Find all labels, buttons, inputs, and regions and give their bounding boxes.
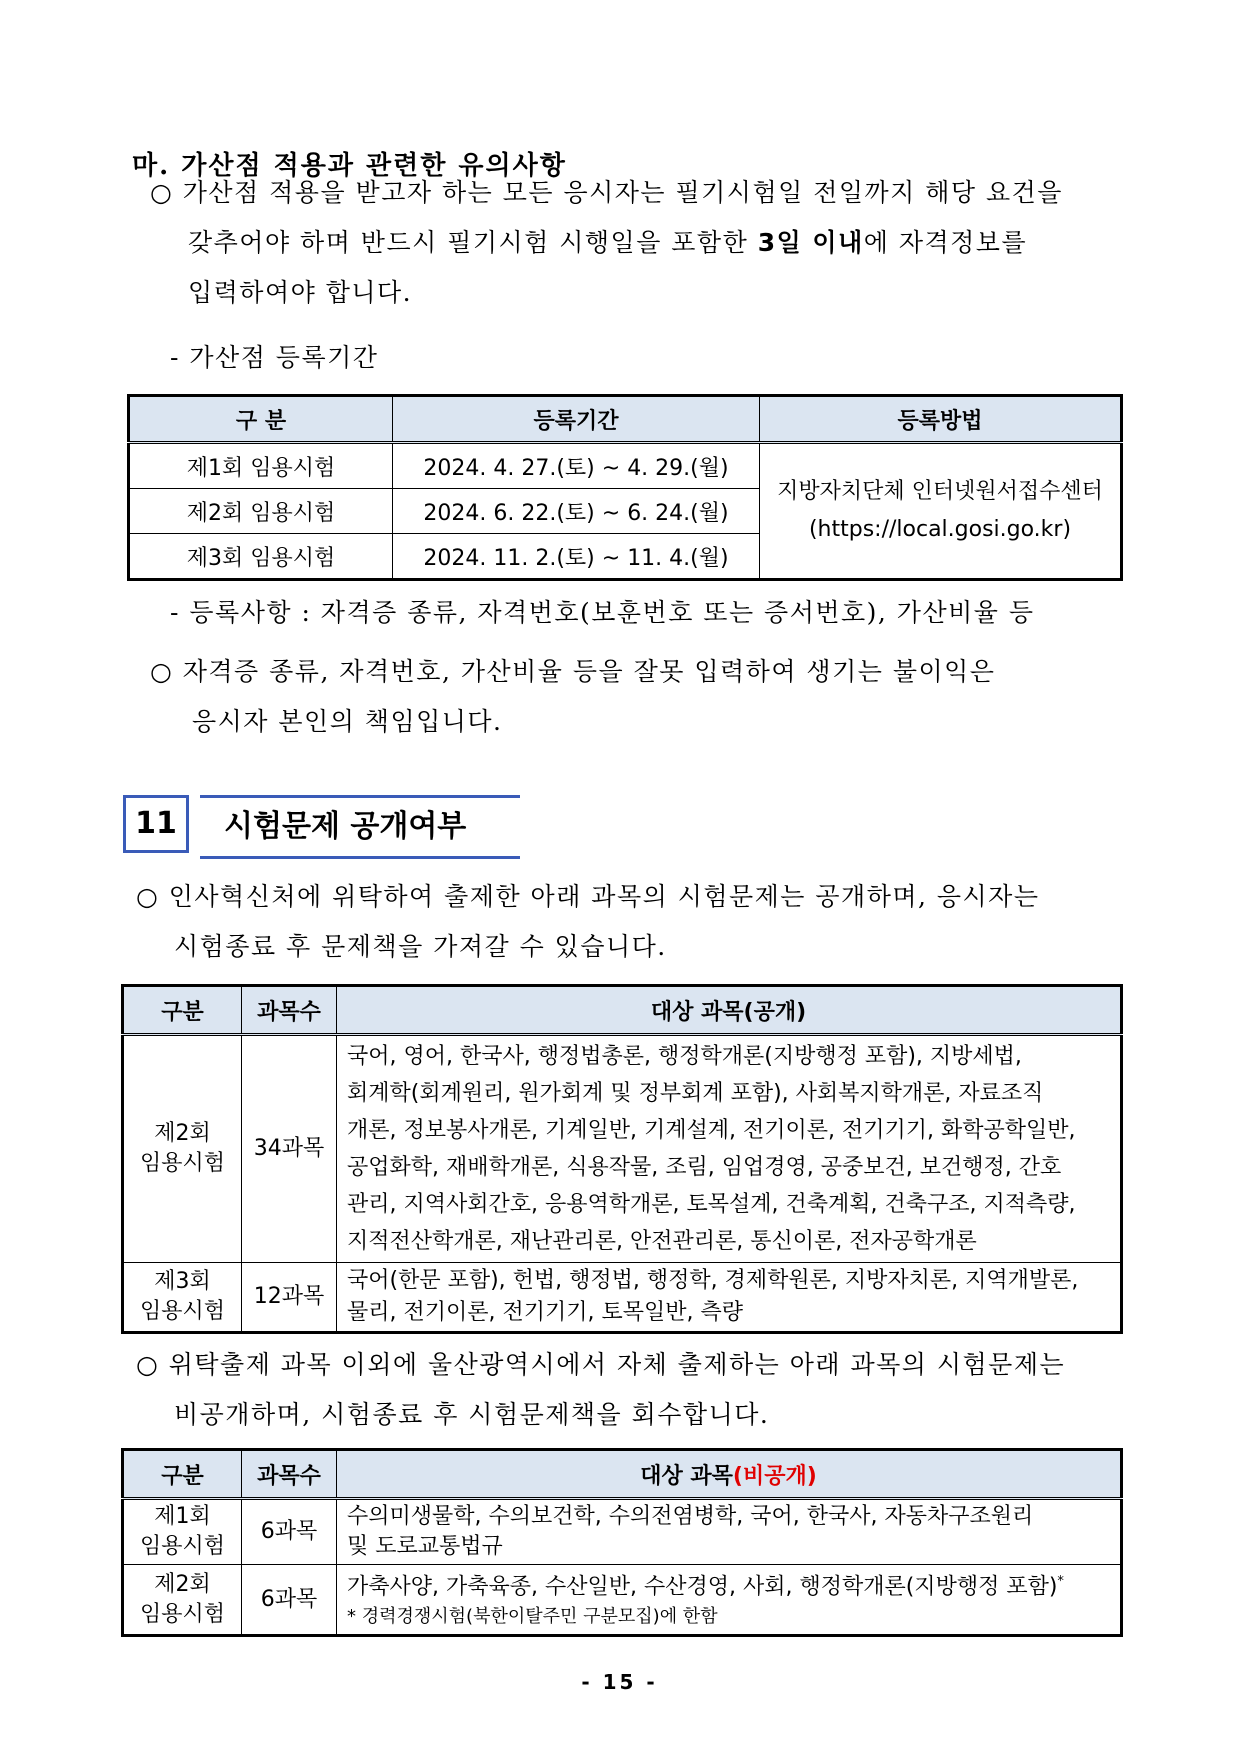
count-cell: 34과목 bbox=[242, 1035, 337, 1263]
column-header: 구분 bbox=[123, 986, 242, 1035]
paragraph-responsibility bbox=[150, 647, 1130, 747]
exam-cell: 제3회 임용시험 bbox=[123, 1263, 242, 1333]
paragraph-bonus-requirement bbox=[150, 168, 1130, 318]
column-header: 구분 bbox=[123, 1450, 242, 1499]
subjects-cell: 국어, 영어, 한국사, 행정법총론, 행정학개론(지방행정 포함), 지방세법, 회계학(회계원리, 원가회계 및 정부회계 포함), 사회복지학개론, 자료조직 개론, 정보봉사개론, 기계일반, 기계설계, 전기이론, 전기기기, 화학공학일반, 공업화학, 재배학개론, 식용작물, 조림, 임업경영, 공중보건, 보건행정, 간호 관리, 지역사회간호, 응용역학개론, 토목설계, 건축계획, 건축구조, 지적측량, 지적전산학개론, 재난관리론, 안전관리론, 통신이론, 전자공학개론 bbox=[337, 1035, 1122, 1263]
period-cell: 2024. 11. 2.(토) ~ 11. 4.(월) bbox=[393, 534, 760, 580]
registration-table bbox=[127, 394, 1123, 581]
table-row bbox=[123, 1565, 1122, 1636]
subjects-cell: 가축사양, 가축육종, 수산일반, 수산경영, 사회, 행정학개론(지방행정 포함)* * 경력경쟁시험(북한이탈주민 구분모집)에 한함 bbox=[337, 1565, 1122, 1636]
table-row bbox=[129, 443, 1122, 489]
text-line: ○ 위탁출제 과목 이외에 울산광역시에서 자체 출제하는 아래 과목의 시험문제는 bbox=[136, 1350, 1066, 1379]
text-line: 시험종료 후 문제책을 가져갈 수 있습니다. bbox=[174, 932, 667, 961]
footnote: * 경력경쟁시험(북한이탈주민 구분모집)에 한함 bbox=[347, 1606, 718, 1628]
text-line: 갖추어야 하며 반드시 필기시험 시행일을 포함한 3일 이내에 자격정보를 bbox=[188, 228, 1028, 257]
column-header: 구 분 bbox=[129, 396, 393, 443]
column-header: 등록방법 bbox=[760, 396, 1122, 443]
paragraph-private-exams bbox=[136, 1340, 1130, 1440]
table-header-row bbox=[123, 1450, 1122, 1499]
column-header: 과목수 bbox=[242, 1450, 337, 1499]
table-header-row bbox=[123, 986, 1122, 1035]
count-cell: 6과목 bbox=[242, 1565, 337, 1636]
section-heading: 마. 가산점 적용과 관련한 유의사항 bbox=[132, 151, 567, 181]
section-title: 시험문제 공개여부 bbox=[200, 795, 520, 859]
text-line: ○ 인사혁신처에 위탁하여 출제한 아래 과목의 시험문제는 공개하며, 응시자는 bbox=[136, 882, 1040, 911]
method-cell: 지방자치단체 인터넷원서접수센터 (https://local.gosi.go.kr) bbox=[760, 443, 1122, 580]
private-label: (비공개) bbox=[732, 1463, 817, 1489]
table-header-row bbox=[129, 396, 1122, 443]
column-header: 대상 과목(비공개) bbox=[337, 1450, 1122, 1499]
paragraph-public-exams bbox=[136, 872, 1130, 972]
text-line: 입력하여야 합니다. bbox=[188, 278, 413, 307]
exam-cell: 제2회 임용시험 bbox=[129, 489, 393, 534]
text-line: 비공개하며, 시험종료 후 시험문제책을 회수합니다. bbox=[174, 1400, 770, 1429]
exam-cell: 제3회 임용시험 bbox=[129, 534, 393, 580]
subjects-cell: 국어(한문 포함), 헌법, 행정법, 행정학, 경제학원론, 지방자치론, 지역개발론, 물리, 전기이론, 전기기기, 토목일반, 측량 bbox=[337, 1263, 1122, 1333]
exam-cell: 제1회 임용시험 bbox=[123, 1499, 242, 1565]
section-number: 11 bbox=[123, 795, 189, 853]
subjects-cell: 수의미생물학, 수의보건학, 수의전염병학, 국어, 한국사, 자동차구조원리 및 도로교통법규 bbox=[337, 1499, 1122, 1565]
exam-cell: 제2회 임용시험 bbox=[123, 1035, 242, 1263]
column-header: 등록기간 bbox=[393, 396, 760, 443]
exam-cell: 제2회 임용시험 bbox=[123, 1565, 242, 1636]
footnote-marker: * bbox=[1057, 1574, 1064, 1589]
period-cell: 2024. 4. 27.(토) ~ 4. 29.(월) bbox=[393, 443, 760, 489]
table-row bbox=[123, 1263, 1122, 1333]
column-header: 대상 과목(공개) bbox=[337, 986, 1122, 1035]
public-subjects-table bbox=[121, 984, 1123, 1334]
page-number: - 15 - bbox=[581, 1670, 658, 1694]
period-cell: 2024. 6. 22.(토) ~ 6. 24.(월) bbox=[393, 489, 760, 534]
deadline-emphasis: 3일 이내 bbox=[757, 228, 864, 257]
registration-period-label: - 가산점 등록기간 bbox=[170, 343, 379, 372]
text-line: ○ 자격증 종류, 자격번호, 가산비율 등을 잘못 입력하여 생기는 불이익은 bbox=[150, 657, 996, 686]
table-row bbox=[123, 1035, 1122, 1263]
text-line: 응시자 본인의 책임입니다. bbox=[192, 707, 503, 736]
private-subjects-table bbox=[121, 1448, 1123, 1637]
exam-cell: 제1회 임용시험 bbox=[129, 443, 393, 489]
count-cell: 12과목 bbox=[242, 1263, 337, 1333]
table-row bbox=[123, 1499, 1122, 1565]
registration-items-note: - 등록사항 : 자격증 종류, 자격번호(보훈번호 또는 증서번호), 가산비율 등 bbox=[170, 598, 1035, 627]
text-line: ○ 가산점 적용을 받고자 하는 모든 응시자는 필기시험일 전일까지 해당 요건을 bbox=[150, 178, 1063, 207]
count-cell: 6과목 bbox=[242, 1499, 337, 1565]
column-header: 과목수 bbox=[242, 986, 337, 1035]
